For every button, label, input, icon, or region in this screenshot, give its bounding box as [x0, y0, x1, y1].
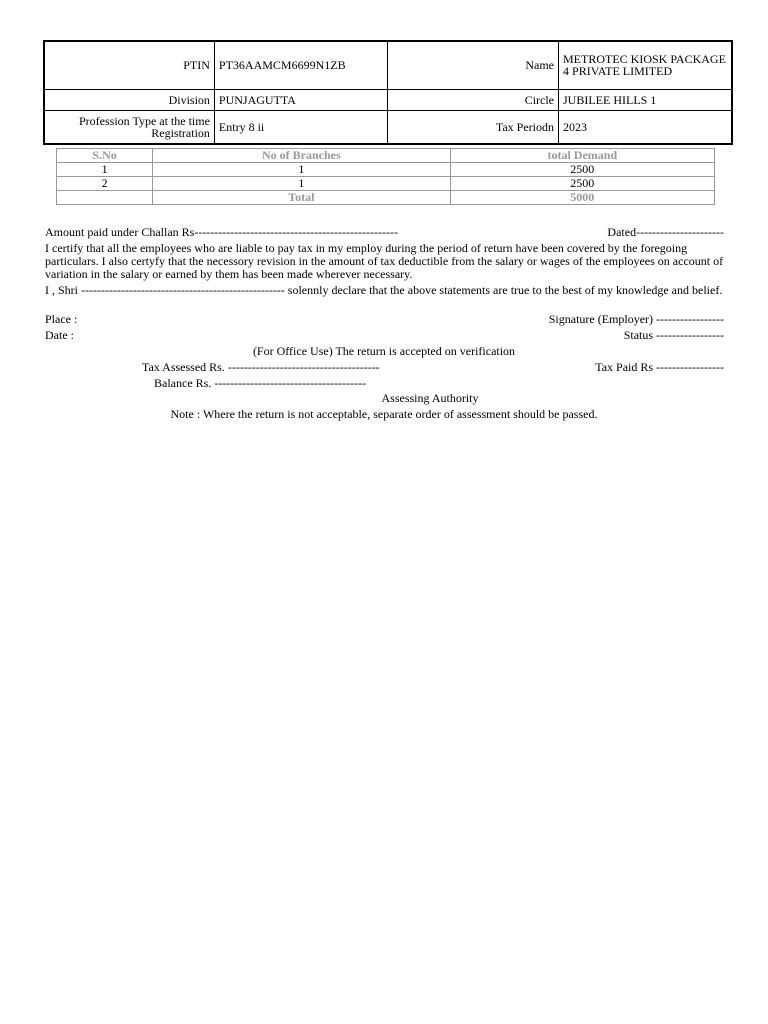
total-row — [57, 191, 715, 205]
tax-period-value: 2023 — [559, 110, 732, 144]
ptin-label: PTIN — [44, 41, 214, 89]
tax-paid-line: Tax Paid Rs ----------------- — [595, 360, 724, 374]
circle-value: JUBILEE HILLS 1 — [559, 89, 732, 110]
status-line: Status ----------------- — [623, 328, 724, 342]
branches-cell: 1 — [153, 177, 450, 191]
tax-period-label: Tax Periodn — [387, 110, 558, 144]
sno-cell: 2 — [57, 177, 153, 191]
signature-line: Signature (Employer) ----------------- — [548, 312, 724, 326]
col-header-sno: S.No — [57, 149, 153, 163]
name-label: Name — [387, 41, 558, 89]
division-label: Division — [44, 89, 214, 110]
total-label: Total — [153, 191, 450, 205]
demand-cell: 2500 — [450, 177, 714, 191]
challan-line: Amount paid under Challan Rs--------------------------------------------------- — [45, 225, 399, 239]
sno-cell: 1 — [57, 163, 153, 177]
demand-cell: 2500 — [450, 163, 714, 177]
col-header-demand: total Demand — [450, 149, 714, 163]
registration-header-table — [43, 40, 733, 145]
table-row — [57, 163, 715, 177]
ptin-value: PT36AAMCM6699N1ZB — [214, 41, 387, 89]
name-value: METROTEC KIOSK PACKAGE 4 PRIVATE LIMITED — [559, 41, 732, 89]
total-blank-cell — [57, 191, 153, 205]
tax-assessed-line: Tax Assessed Rs. -------------------------------------- — [142, 360, 380, 374]
office-use-heading: (For Office Use) The return is accepted on verification — [252, 344, 516, 358]
col-header-branches: No of Branches — [153, 149, 450, 163]
note-text: Note : Where the return is not acceptable, separate order of assessment should be passed. — [170, 407, 598, 421]
circle-label: Circle — [387, 89, 558, 110]
branches-cell: 1 — [153, 163, 450, 177]
division-value: PUNJAGUTTA — [214, 89, 387, 110]
declaration-text: I , Shri --------------------------------------------------- solennly declare that the above statements are true to the best of my knowledge and belief. — [45, 283, 723, 297]
dated-line: Dated---------------------- — [607, 225, 724, 239]
certification-text: I certify that all the employees who are liable to pay tax in my employ during the period of return have been covered by the foregoing particulars. I also certyfy that the necessory revision in the amount of tax deductible from the salary or wages of the employees on account of variation in the salary or earned by them has been made wherever necessary. — [45, 241, 724, 281]
profession-label: Profession Type at the time Registration — [44, 110, 214, 144]
assessing-authority: Assessing Authority — [381, 391, 479, 405]
balance-line: Balance Rs. -------------------------------------- — [154, 376, 367, 390]
place-label: Place : — [45, 312, 78, 326]
branches-table — [56, 148, 715, 205]
profession-value: Entry 8 ii — [214, 110, 387, 144]
date-label: Date : — [45, 328, 74, 342]
total-value: 5000 — [450, 191, 714, 205]
table-row — [57, 177, 715, 191]
